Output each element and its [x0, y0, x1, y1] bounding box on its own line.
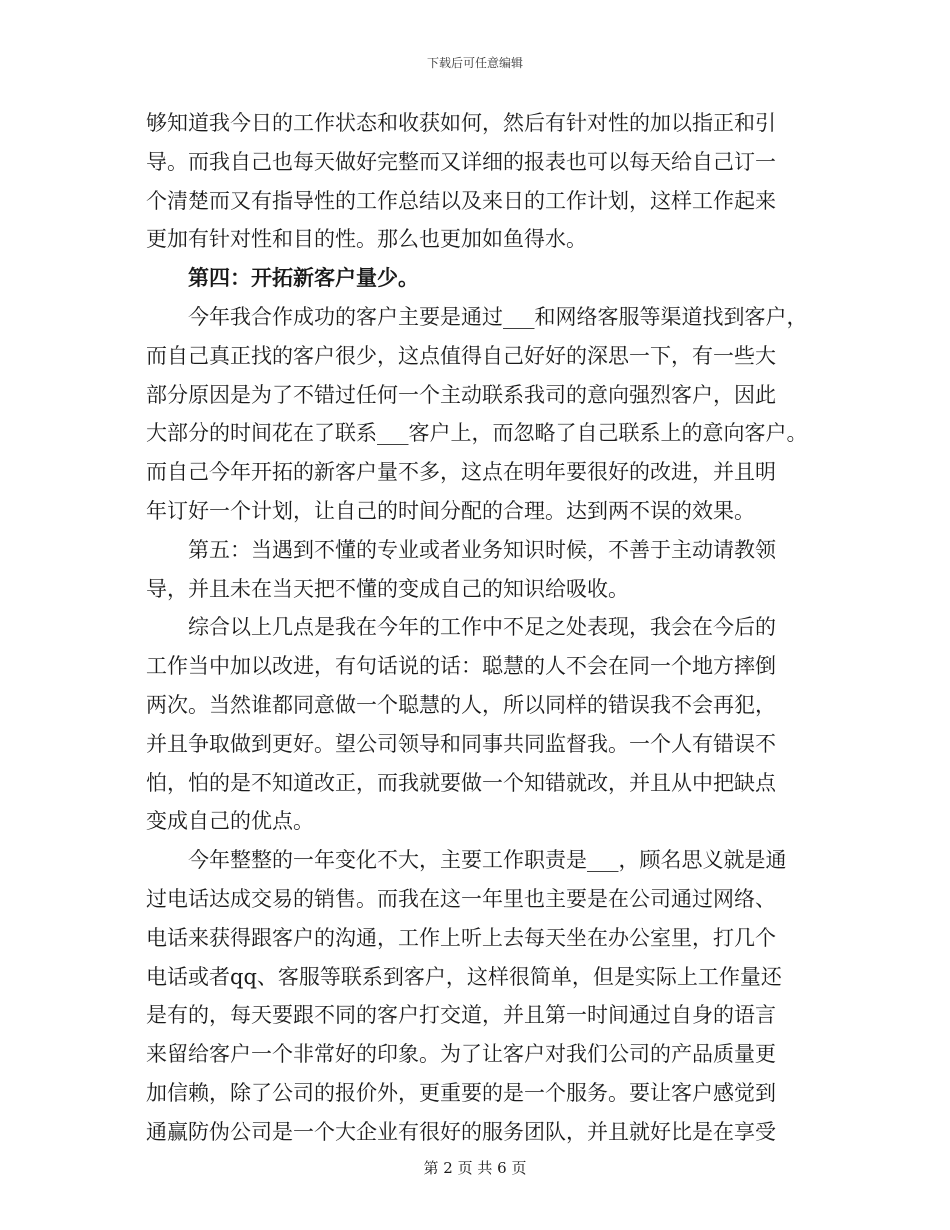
text-line: 导，并且未在当天把不懂的变成自己的知识给吸收。 — [146, 576, 629, 601]
section-heading-5: 第五：当遇到不懂的专业或者业务知识时候，不善于主动请教领 — [188, 537, 776, 562]
text-line: 加信赖，除了公司的报价外，更重要的是一个服务。要让客户感觉到 — [146, 1080, 776, 1105]
text-line: 是有的，每天要跟不同的客户打交道，并且第一时间通过自身的语言 — [146, 1003, 776, 1028]
text-line: 电话或者qq、客服等联系到客户，这样很简单，但是实际上工作量还 — [146, 964, 782, 989]
text-line: 通赢防伪公司是一个大企业有很好的服务团队，并且就好比是在享受 — [146, 1119, 776, 1144]
text-line: 而自己今年开拓的新客户量不多，这点在明年要很好的改进，并且明 — [146, 460, 776, 485]
text-line: 综合以上几点是我在今年的工作中不足之处表现，我会在今后的 — [188, 615, 776, 640]
text-line: 今年整整的一年变化不大，主要工作职责是___，顾名思义就是通 — [188, 848, 787, 873]
text-line: 过电话达成交易的销售。而我在这一年里也主要是在公司通过网络、 — [146, 886, 776, 911]
page-header: 下载后可任意编辑 — [426, 56, 523, 70]
text-line: 今年我合作成功的客户主要是通过___和网络客服等渠道找到客户， — [188, 304, 808, 329]
text-line: 来留给客户一个非常好的印象。为了让客户对我们公司的产品质量更 — [146, 1042, 776, 1067]
text-line: 年订好一个计划，让自己的时间分配的合理。达到两不误的效果。 — [146, 498, 755, 523]
document-body — [146, 104, 826, 1152]
text-line: 大部分的时间花在了联系___客户上，而忽略了自己联系上的意向客户。 — [146, 421, 808, 446]
text-line: 个清楚而又有指导性的工作总结以及来日的工作计划，这样工作起来 — [146, 188, 776, 213]
text-line: 导。而我自己也每天做好完整而又详细的报表也可以每天给自己订一 — [146, 149, 776, 174]
text-line: 电话来获得跟客户的沟通，工作上听上去每天坐在办公室里，打几个 — [146, 925, 776, 950]
text-line: 并且争取做到更好。望公司领导和同事共同监督我。一个人有错误不 — [146, 731, 776, 756]
text-line: 两次。当然谁都同意做一个聪慧的人，所以同样的错误我不会再犯， — [146, 692, 776, 717]
text-line: 怕，怕的是不知道改正，而我就要做一个知错就改，并且从中把缺点 — [146, 770, 776, 795]
text-line: 部分原因是为了不错过任何一个主动联系我司的意向强烈客户，因此 — [146, 382, 776, 407]
text-line: 而自己真正找的客户很少，这点值得自己好好的深思一下，有一些大 — [146, 343, 776, 368]
section-heading-4: 第四：开拓新客户量少。 — [188, 265, 419, 291]
page-number: 第 2 页 共 6 页 — [423, 1159, 527, 1177]
text-line: 够知道我今日的工作状态和收获如何，然后有针对性的加以指正和引 — [146, 111, 776, 135]
text-line: 更加有针对性和目的性。那么也更加如鱼得水。 — [146, 227, 587, 252]
text-line: 变成自己的优点。 — [146, 809, 314, 834]
text-line: 工作当中加以改进，有句话说的话：聪慧的人不会在同一个地方摔倒 — [146, 654, 776, 679]
